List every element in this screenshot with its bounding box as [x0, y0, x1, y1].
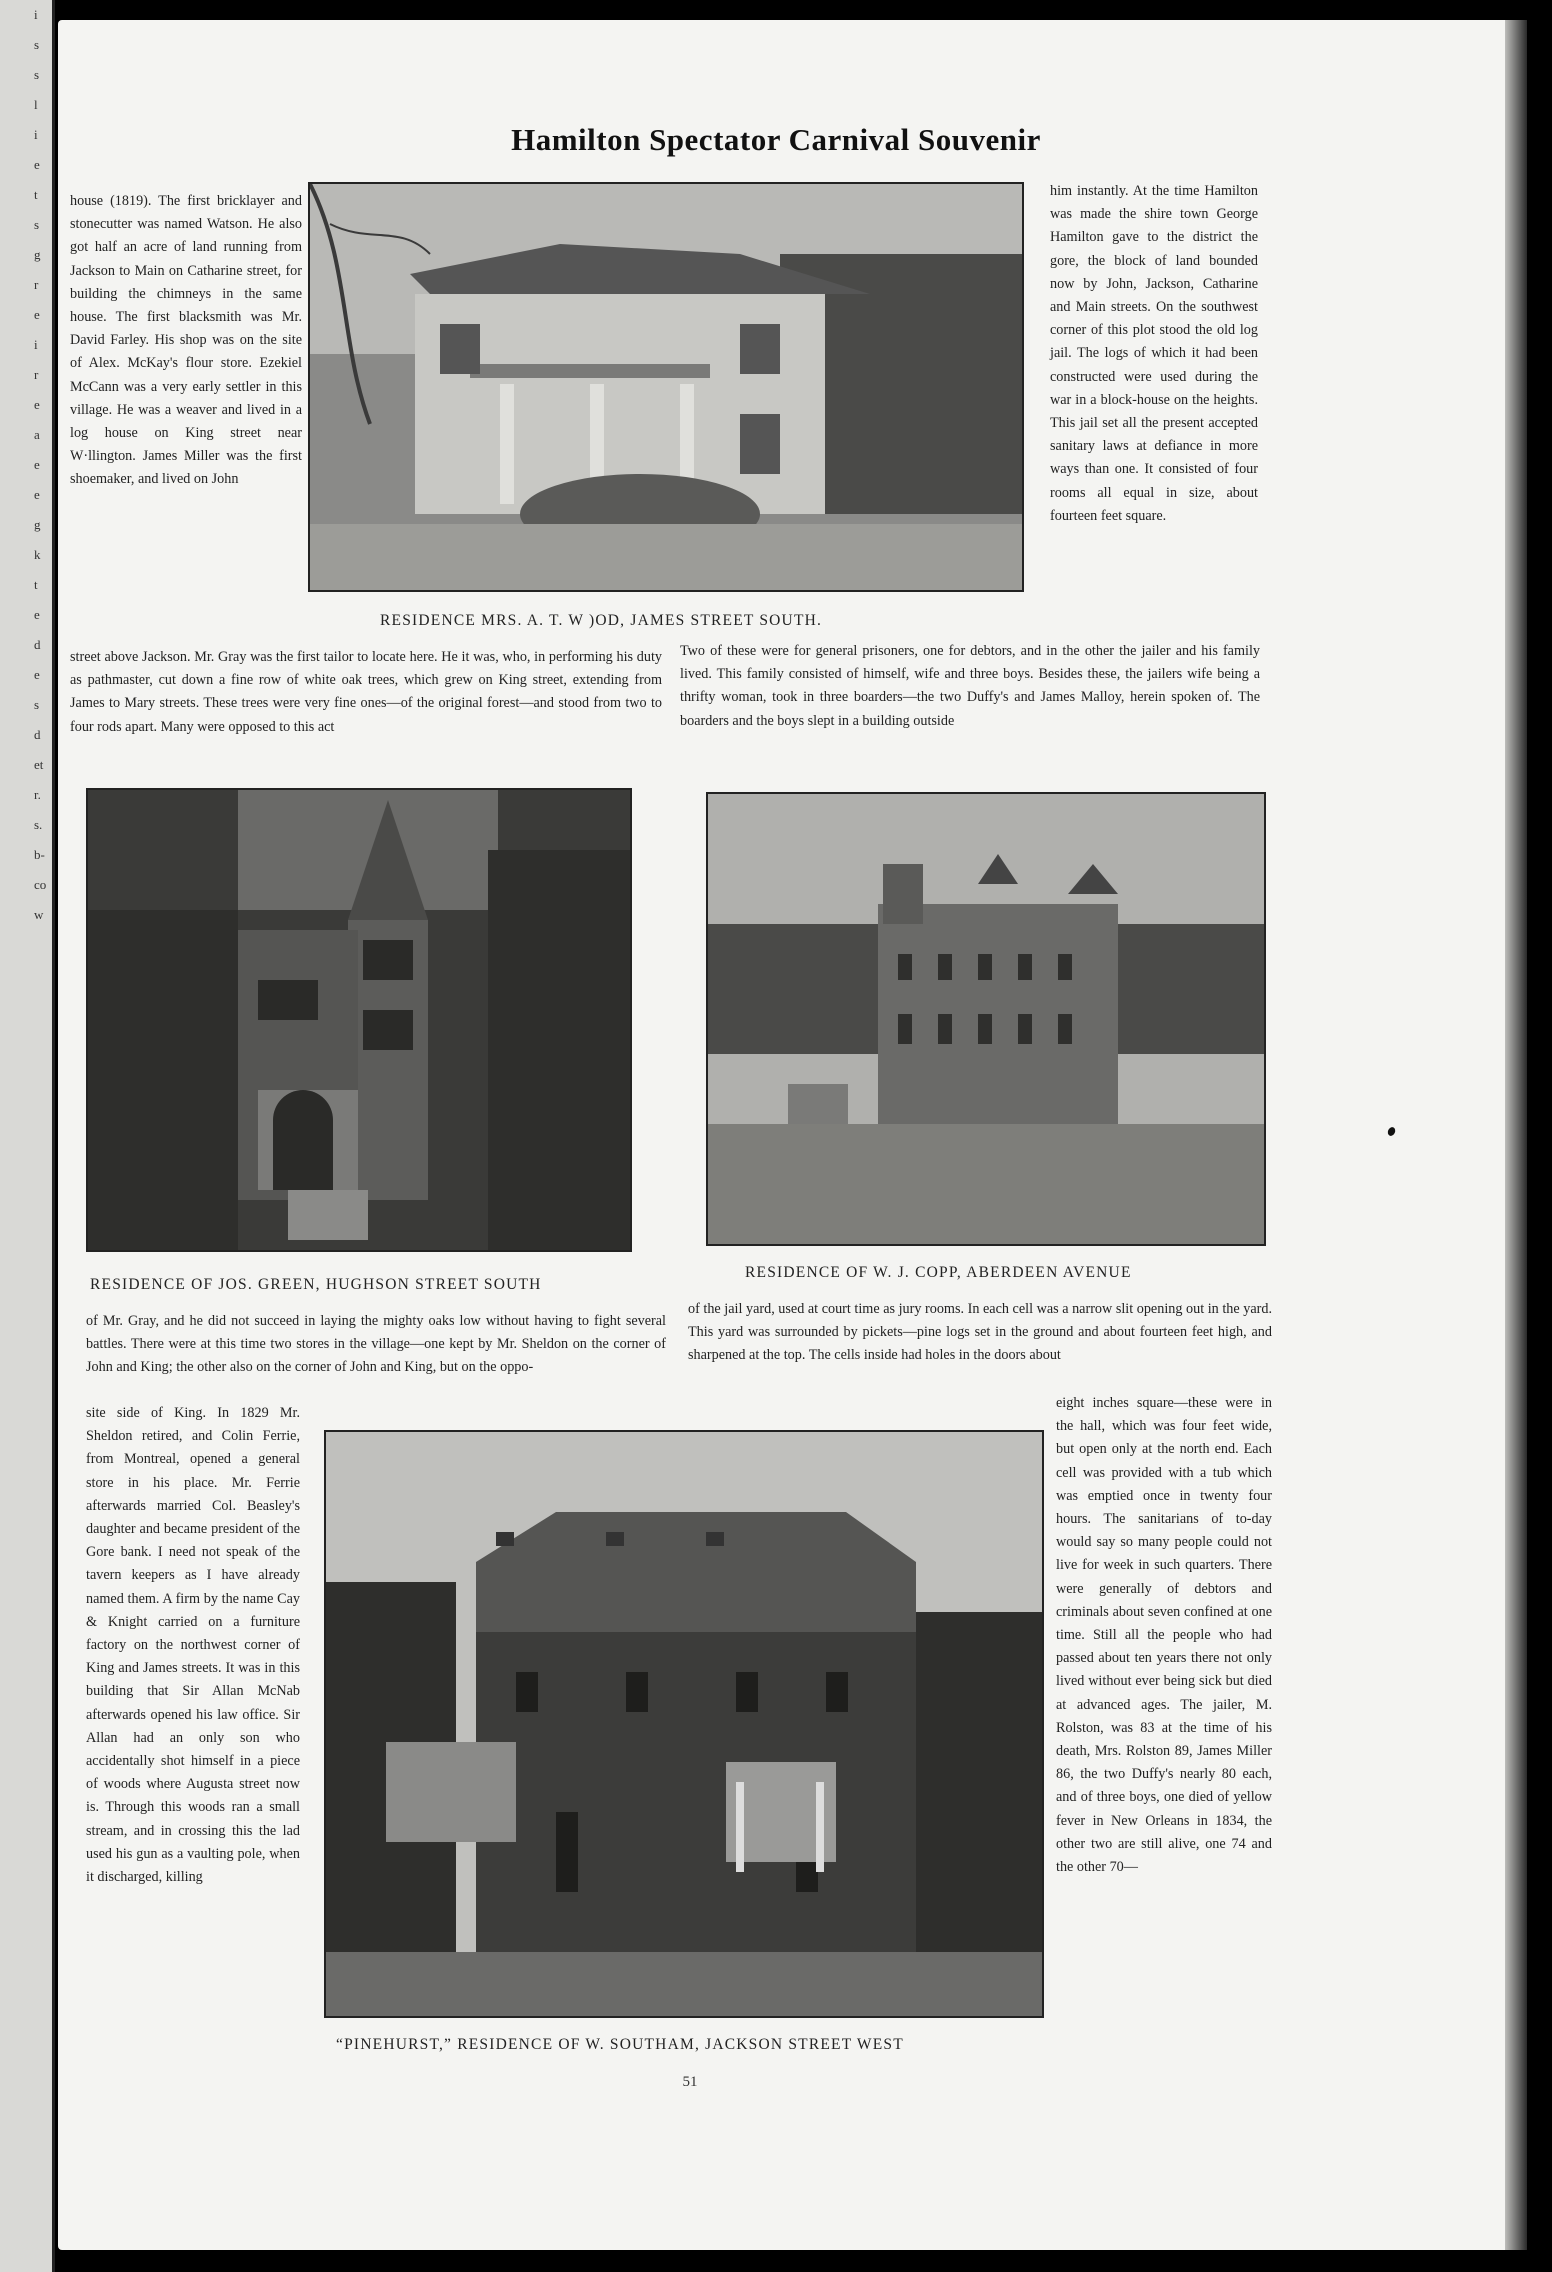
- text-block: site side of King. In 1829 Mr. Sheldon retired, and Colin Ferrie, from Montreal, opened a general store in his place. Mr. Ferrie afterwards married Col. Beasley's daughter and became president of the Gore bank. I need not speak of the tavern keepers as I have already named them. A firm by the name Cay & Knight carried on a furniture factory on the northwest corner of King and James streets. It was in this building that Sir Allan McNab afterwards opened his law office. Sir Allan had an only son who accidentally shot himself in a piece of woods where Augusta street now is. Through this woods ran a small stream, and in crossing this the lad used his gun as a vaulting pole, when it discharged, killing: [86, 1405, 300, 1886]
- edge-fragment: s: [34, 697, 40, 712]
- text-block: of Mr. Gray, and he did not succeed in laying the mighty oaks low without having to fight several battles. There were at this time two stores in the village—one kept by Mr. Sheldon on the corner of John and King; the other also on the corner of John and King, but on the oppo-: [86, 1313, 666, 1376]
- edge-fragment: i: [34, 337, 38, 352]
- previous-page-edge: [0, 0, 55, 2272]
- edge-fragment: s: [34, 217, 40, 232]
- text-bottom-left: [86, 1402, 300, 1889]
- photo-wood-residence: [308, 182, 1024, 592]
- caption-wood: RESIDENCE MRS. A. T. W )OD, JAMES STREET SOUTH.: [380, 612, 823, 629]
- edge-fragment: g: [34, 247, 41, 262]
- edge-fragment: e: [34, 457, 40, 472]
- edge-fragment: d: [34, 727, 41, 742]
- page-header: Hamilton Spectator Carnival Souvenir: [511, 122, 1041, 157]
- edge-fragment: i: [34, 127, 38, 142]
- house-image: [88, 790, 630, 1250]
- photo-copp-residence: [706, 792, 1266, 1246]
- edge-fragment: t: [34, 187, 38, 202]
- text-block: house (1819). The first bricklayer and stonecutter was named Watson. He also got half an acre of land running from Jackson to Main on Catharine street, for building the chimneys in the same house. The first blacksmith was Mr. David Farley. His shop was on the site of Alex. McKay's flour store. Ezekiel McCann was a very early settler in this village. He was a weaver and lived in a log house on King street near W·llington. James Miller was the first shoemaker, and lived on John: [70, 193, 302, 488]
- edge-fragment: r: [34, 277, 39, 292]
- page-binding-shadow: [1505, 20, 1527, 2250]
- edge-fragment: t: [34, 577, 38, 592]
- house-image: [708, 794, 1264, 1244]
- text-block: him instantly. At the time Hamilton was made the shire town George Hamilton gave to the district the gore, the block of land bounded now by John, Jackson, Catharine and Main streets. On the southwest corner of this plot stood the old log jail. The logs of which it had been constructed were used during the war in a block-house on the heights. This jail set all the present accepted sanitary laws at defiance in more ways than one. It consisted of four rooms all equal in size, about fourteen feet square.: [1050, 183, 1258, 524]
- photo-green-residence: [86, 788, 632, 1252]
- text-block: street above Jackson. Mr. Gray was the first tailor to locate here. He it was, who, in performing his duty as pathmaster, cut down a fine row of white oak trees, which grew on King street, extending from James to Mary streets. These trees were very fine ones—of the original forest—and stood from two to four rods apart. Many were opposed to this act: [70, 649, 662, 735]
- text-right-column-top: [1050, 180, 1258, 528]
- edge-fragment: l: [34, 97, 38, 112]
- edge-fragment: a: [34, 427, 40, 442]
- edge-fragment: e: [34, 667, 40, 682]
- house-image: [326, 1432, 1042, 2016]
- text-right-continuation: [680, 640, 1260, 733]
- photo-southam-residence: [324, 1430, 1044, 2018]
- caption-southam: “PINEHURST,” RESIDENCE OF W. SOUTHAM, JACKSON STREET WEST: [336, 2036, 904, 2053]
- edge-fragment: r: [34, 367, 39, 382]
- edge-fragment: e: [34, 607, 40, 622]
- caption-copp: RESIDENCE OF W. J. COPP, ABERDEEN AVENUE: [745, 1264, 1132, 1281]
- edge-fragment: s: [34, 67, 40, 82]
- edge-fragment: e: [34, 397, 40, 412]
- edge-fragment: et: [34, 757, 44, 772]
- edge-fragment: e: [34, 157, 40, 172]
- text-block: of the jail yard, used at court time as jury rooms. In each cell was a narrow slit opening out in the yard. This yard was surrounded by pickets—pine logs set in the ground and about fourteen feet high, and sharpened at the top. The cells inside had holes in the doors about: [688, 1301, 1272, 1364]
- edge-fragment: e: [34, 307, 40, 322]
- edge-fragment: b-: [34, 847, 45, 862]
- text-block: eight inches square—these were in the hall, which was four feet wide, but open only at the north end. Each cell was provided with a tub which was emptied once in twenty four hours. The sanitarians of to-day would say so many people could not live for week in such quarters. There were generally of debtors and criminals about seven confined at one time. Still all the people who had passed about ten years there not only lived without ever being sick but died at advanced ages. The jailer, M. Rolston, was 83 at the time of his death, Mrs. Rolston 89, James Miller 86, the two Duffy's nearly 80 each, and of three boys, one died of yellow fever in New Orleans in 1834, the other two are still alive, one 74 and the other 70—: [1056, 1395, 1272, 1876]
- house-image: [310, 184, 1022, 590]
- page-number: 51: [682, 2074, 698, 2090]
- text-middle-left: [86, 1310, 666, 1380]
- edge-fragment: s: [34, 37, 40, 52]
- edge-fragment: i: [34, 7, 38, 22]
- edge-fragment: d: [34, 637, 41, 652]
- edge-fragment: e: [34, 487, 40, 502]
- caption-green: RESIDENCE OF JOS. GREEN, HUGHSON STREET SOUTH: [90, 1276, 542, 1293]
- edge-fragment: g: [34, 517, 41, 532]
- edge-fragment: s.: [34, 817, 43, 832]
- edge-fragment: r.: [34, 787, 41, 802]
- text-middle-right: [688, 1298, 1272, 1368]
- text-left-column-top: [70, 190, 302, 492]
- edge-fragment: co: [34, 877, 47, 892]
- text-left-continuation: [70, 646, 662, 739]
- text-bottom-right: [1056, 1392, 1272, 1879]
- edge-fragment: w: [34, 907, 44, 922]
- edge-fragment: k: [34, 547, 41, 562]
- text-block: Two of these were for general prisoners, one for debtors, and in the other the jailer and his family lived. This family consisted of himself, wife and three boys. Besides these, the jailers wife being a thrifty woman, took in three boarders—the two Duffy's and James Malloy, herein spoken of. The boarders and the boys slept in a building outside: [680, 643, 1260, 729]
